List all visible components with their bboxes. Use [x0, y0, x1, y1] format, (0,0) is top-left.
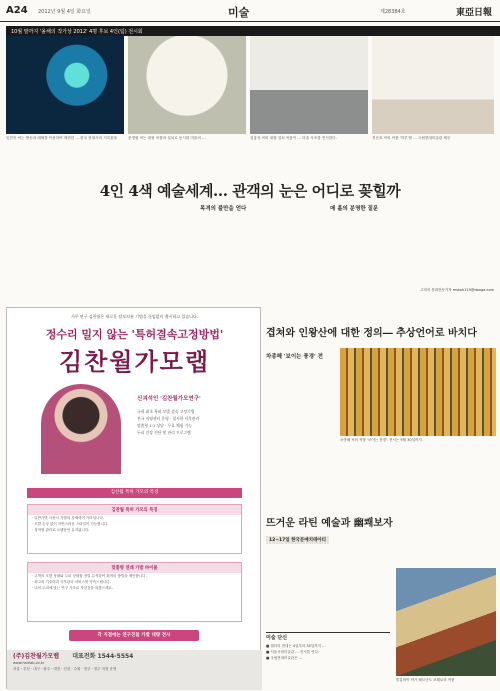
photo-kicker-bar: 10월 말까지 '올해의 작가상 2012' 4명 후보 4인(팀) 전시회 [6, 26, 500, 36]
right-mid-subhead: 12~17일 한국문예치테아티 [266, 536, 329, 544]
article-byline: 고미석 문화전문기자 mskoh119@donga.com [420, 288, 494, 292]
ad-features-box [27, 504, 242, 554]
abstract-painting-image [340, 348, 496, 436]
article-column-3 [134, 203, 196, 305]
art-news-title: 미술 단신 [266, 635, 288, 641]
photo-caption-4: 전준호 씨의 작품 '하루'를 … 국립현대미술관 제공 [372, 136, 451, 140]
ad-branches: 서울 · 부산 · 대구 · 광주 · 대전 · 인천 · 수원 · 전주 · 청주 지점 운영 [13, 667, 117, 671]
ad-box-line: · 고객의 모발 상태와 두피 상태를 정밀 분석하여 최적의 방법을 제안합니다. [32, 574, 147, 578]
ad-box-line: · 일반가발 사용시 가발의 강제력이 가라입니다. [32, 516, 105, 520]
photo-caption-1: 임민욱 씨는 방송과 매체를 이용하여 재현한 … 한국 현대사의 기록물을 [6, 136, 118, 140]
ad-feature-item: 국내 최초 특허 모발 결속 고정기법 [137, 409, 195, 414]
art-news-box [266, 632, 390, 661]
hair-clinic-ad[interactable] [6, 307, 261, 689]
ad-feature-item: 전국 직영센터 운영 · 철저한 사후관리 [137, 416, 200, 421]
photo-exhibit-4 [372, 36, 494, 134]
ad-feature-item: 맞춤형 1:1 상담 · 무료 체험 가능 [137, 423, 192, 428]
ad-feature-item: 두피 건강 진단 및 관리 프로그램 [137, 430, 191, 435]
right-top-headline: 겹쳐와 인왕산에 대한 정의― 추상언어로 바치다 [266, 328, 477, 339]
right-top-column-3 [420, 446, 496, 508]
article-column-6 [330, 203, 410, 305]
section-title: 미술 [228, 6, 250, 19]
right-top-column-2 [340, 446, 416, 508]
ad-box-line: · 정착형 관리로 오랫동안 유지됩니다. [32, 528, 90, 532]
ad-box-line: · 나의 두피에 맞는 연구 가모로 자신감을 되찾으세요. [32, 586, 114, 590]
ad-url[interactable]: www.hairlab.co.kr [13, 661, 45, 665]
ad-box-title: 김찬월 특허 가모의 특징 [28, 505, 241, 515]
article-subhead-1: 매 홀의 분명한 질문 [330, 206, 379, 212]
main-headline: 4인 4색 예술세계… 관객의 눈은 어디로 꽂힐까 [99, 182, 401, 200]
ad-portrait-photo [41, 384, 121, 474]
right-image-caption: 콜롬비아 작가 페르난도 보테로의 작품 [396, 678, 455, 682]
right-top-image-caption: 차종혜 씨의 작품 '보이는 풍경'. 전시는 9월 30일까지. [340, 438, 423, 442]
ad-phone: 대표전화 1544-5554 [72, 653, 134, 660]
photo-exhibit-3 [250, 36, 368, 134]
article-column-4 [200, 203, 262, 305]
ad-contact-footer [7, 650, 262, 690]
article-column-5 [266, 203, 326, 305]
issue-number: 제28384호 [380, 9, 406, 15]
page-number: A24 [6, 5, 28, 16]
photo-caption-2: 문경원 씨는 대형 작품과 설치로 동시대 미술의 … [128, 136, 206, 140]
right-mid-column-3 [396, 546, 496, 566]
ad-box-line: · 최고의 기술력과 사후관리 서비스를 약속드립니다. [32, 580, 111, 584]
ad-top-line: 거꾸 연구 김찬월은 새로운 탈모치유 기법을 끊임없이 출시하고 있습니다. [70, 314, 199, 319]
ad-cta-button[interactable]: 각 지점에는 연구진들 가발 대량 전시 [69, 630, 199, 641]
issue-date: 2012년 9월 4일 화요일 [38, 9, 91, 15]
ad-company-name: (주)김찬월가모랩 [13, 653, 60, 660]
photo-exhibit-1 [6, 36, 124, 134]
art-news-item: ■ 국립현대미술관은 … [266, 656, 303, 660]
photo-exhibit-2 [128, 36, 246, 134]
ad-box-line: · 모발 손상 없이 자연스러운 스타일이 가능합니다. [32, 522, 109, 526]
ad-brand-name: 김찬월가모랩 [58, 347, 211, 376]
art-news-item: ■ 갤러리 현대는 4일부터 30일까지 … [266, 644, 326, 648]
botero-painting-image [396, 568, 496, 676]
article-column-7 [414, 203, 494, 319]
ad-slogan: 정수리 밀지 않는 '특허결속고정방법' [45, 328, 224, 341]
right-top-column-1 [266, 362, 336, 508]
art-news-item: ■ 서울시립미술관 … 전시를 연다. [266, 650, 319, 654]
photo-caption-3: 김홍석 씨의 대형 설치 작품이 … 미술 사조를 전시한다. [250, 136, 337, 140]
right-mid-column-1 [266, 546, 328, 628]
ad-quote: 신괴석인 '김찬월가모연구' [137, 396, 201, 402]
page-header [0, 0, 500, 22]
article-subhead-2: 목격의 불만을 얻다 [200, 206, 247, 212]
ad-feature-list [137, 408, 257, 436]
article-column-2 [70, 203, 130, 305]
right-mid-headline: 뜨거운 라틴 예술과 幽쾌보자 [266, 518, 393, 529]
ad-bible-box [27, 562, 242, 622]
ad-box-title: 맞춤형 연쇄 가발 바이블 [28, 563, 241, 573]
article-column-1 [6, 203, 66, 305]
right-mid-column-2 [332, 546, 392, 686]
newspaper-logo: 東亞日報 [455, 8, 492, 18]
right-top-subhead: 차종혜 '보이는 풍경' 전 [266, 354, 323, 360]
ad-section-bar: 김찬월 특허 가모의 특징 [27, 488, 242, 498]
